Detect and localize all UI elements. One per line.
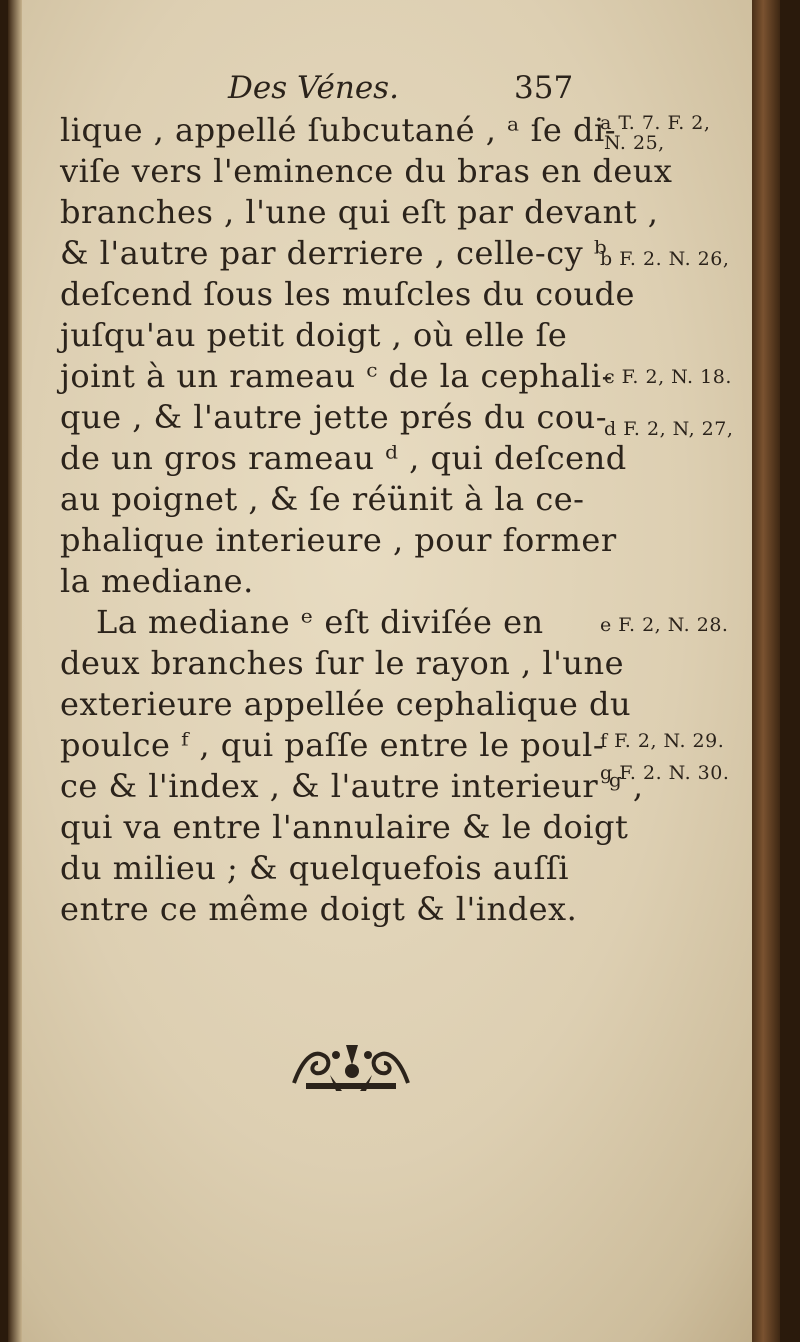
text-line: entre ce même doigt & l'index. — [60, 890, 578, 928]
text-line: deux branches ſur le rayon , l'une — [60, 644, 625, 682]
text-line: au poignet , & ſe réünit à la ce- — [60, 480, 585, 518]
text-line: du milieu ; & quelquefois auſſi — [60, 849, 569, 887]
book-page — [8, 0, 780, 1342]
text-line: de un gros rameau ᵈ , qui deſcend — [60, 439, 627, 477]
text-line: La mediane ᵉ eſt diviſée en — [96, 603, 544, 641]
text-line: la mediane. — [60, 562, 254, 600]
printers-ornament-icon — [286, 1035, 416, 1097]
text-line: deſcend ſous les muſcles du coude — [60, 275, 635, 313]
marginal-note: b F. 2. N. 26, — [600, 248, 730, 270]
marginal-note: f F. 2, N. 29. — [600, 730, 725, 752]
marginal-note: a T. 7. F. 2, — [600, 112, 711, 134]
marginal-note: N. 25, — [604, 132, 665, 154]
text-line: poulce ᶠ , qui paſſe entre le poul- — [60, 726, 605, 764]
marginal-note: e F. 2, N. 28. — [600, 614, 729, 636]
text-line: ce & l'index , & l'autre interieur ᵍ , — [60, 767, 644, 805]
page-number: 357 — [514, 70, 574, 106]
text-line: branches , l'une qui eſt par devant , — [60, 193, 659, 231]
marginal-note: c F. 2, N. 18. — [604, 366, 732, 388]
text-line: que , & l'autre jette prés du cou- — [60, 398, 608, 436]
text-line: juſqu'au petit doigt , où elle ſe — [60, 316, 568, 354]
book-spine — [752, 0, 780, 1342]
marginal-note: d F. 2, N, 27, — [604, 418, 734, 440]
text-line: phalique interieure , pour former — [60, 521, 617, 559]
page-header — [208, 70, 608, 110]
marginal-note: g F. 2. N. 30. — [600, 762, 730, 784]
text-line: lique , appellé ſubcutané , ᵃ ſe di- — [60, 111, 617, 149]
text-line: viſe vers l'eminence du bras en deux — [60, 152, 673, 190]
text-line: exterieure appellée cephalique du — [60, 685, 632, 723]
page-gutter-shadow — [8, 0, 22, 1342]
text-line: & l'autre par derriere , celle-cy ᵇ — [60, 234, 608, 272]
text-line: qui va entre l'annulaire & le doigt — [60, 808, 629, 846]
running-title: Des Vénes. — [228, 70, 399, 106]
text-line: joint à un rameau ᶜ de la cephali- — [60, 357, 613, 395]
